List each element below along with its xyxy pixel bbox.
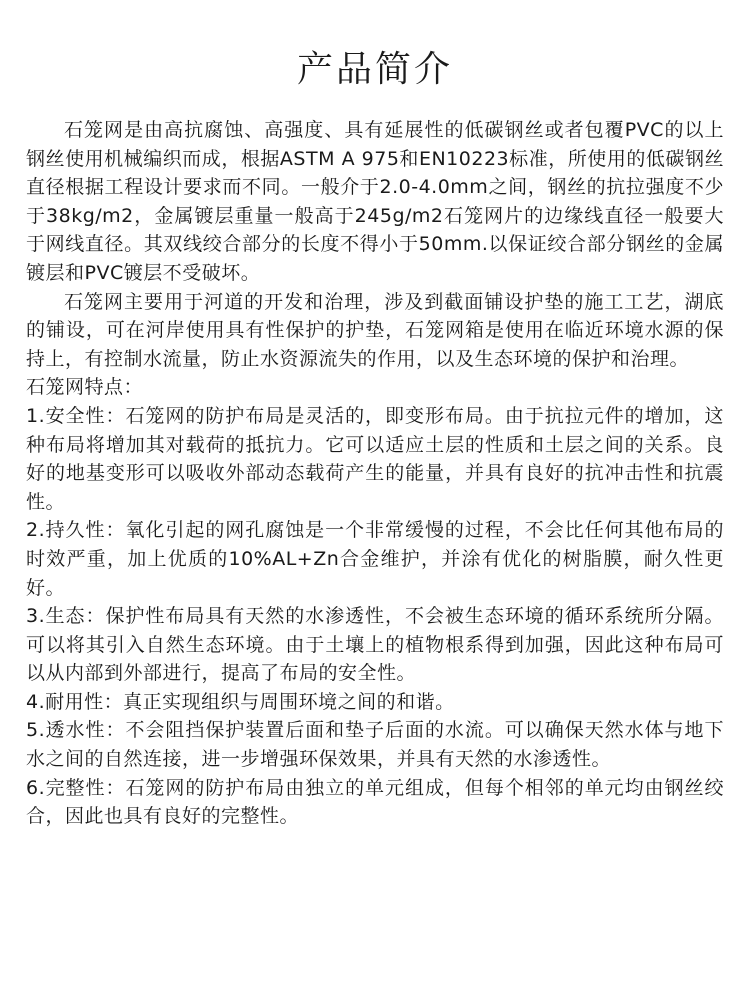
intro-body bbox=[26, 116, 724, 831]
feature-item-durability: 2.持久性：氧化引起的网孔腐蚀是一个非常缓慢的过程，不会比任何其他布局的时效严重，加上优质的10%AL+Zn合金维护，并涂有优化的树脂膜，耐久性更好。 bbox=[26, 519, 724, 599]
features-heading: 石笼网特点： bbox=[26, 376, 144, 399]
feature-item-integrity: 6.完整性：石笼网的防护布局由独立的单元组成，但每个相邻的单元均由钢丝绞合，因此也具有良好的完整性。 bbox=[26, 776, 724, 828]
usage-paragraph: 石笼网主要用于河道的开发和治理，涉及到截面铺设护垫的施工工艺，湖底的铺设，可在河岸使用具有性保护的护垫，石笼网箱是使用在临近环境水源的保持上，有控制水流量，防止水资源流失的作用，以及生态环境的保护和治理。 bbox=[26, 290, 724, 370]
intro-paragraph: 石笼网是由高抗腐蚀、高强度、具有延展性的低碳钢丝或者包覆PVC的以上钢丝使用机械编织而成，根据ASTM A 975和EN10223标准，所使用的低碳钢丝直径根据工程设计要求而不同。一般介于2.0-4.0mm之间，钢丝的抗拉强度不少于38kg/m2，金属镀层重量一般高于245g/m2石笼网片的边缘线直径一般要大于网线直径。其双线绞合部分的长度不得小于50mm.以保证绞合部分钢丝的金属镀层和PVC镀层不受破坏。 bbox=[26, 119, 724, 284]
feature-item-safety: 1.安全性：石笼网的防护布局是灵活的，即变形布局。由于抗拉元件的增加，这种布局将增加其对载荷的抵抗力。它可以适应土层的性质和土层之间的关系。良好的地基变形可以吸收外部动态载荷产生的能量，并具有良好的抗冲击性和抗震性。 bbox=[26, 404, 724, 513]
feature-item-ecology: 3.生态：保护性布局具有天然的水渗透性，不会被生态环境的循环系统所分隔。可以将其引入自然生态环境。由于土壤上的植物根系得到加强，因此这种布局可以从内部到外部进行，提高了布局的安全性。 bbox=[26, 605, 724, 685]
page-title: 产品简介 bbox=[296, 49, 453, 90]
feature-item-endurance: 4.耐用性：真正实现组织与周围环境之间的和谐。 bbox=[26, 690, 455, 713]
feature-item-permeability: 5.透水性：不会阻挡保护装置后面和垫子后面的水流。可以确保天然水体与地下水之间的自然连接，进一步增强环保效果，并具有天然的水渗透性。 bbox=[26, 719, 724, 771]
